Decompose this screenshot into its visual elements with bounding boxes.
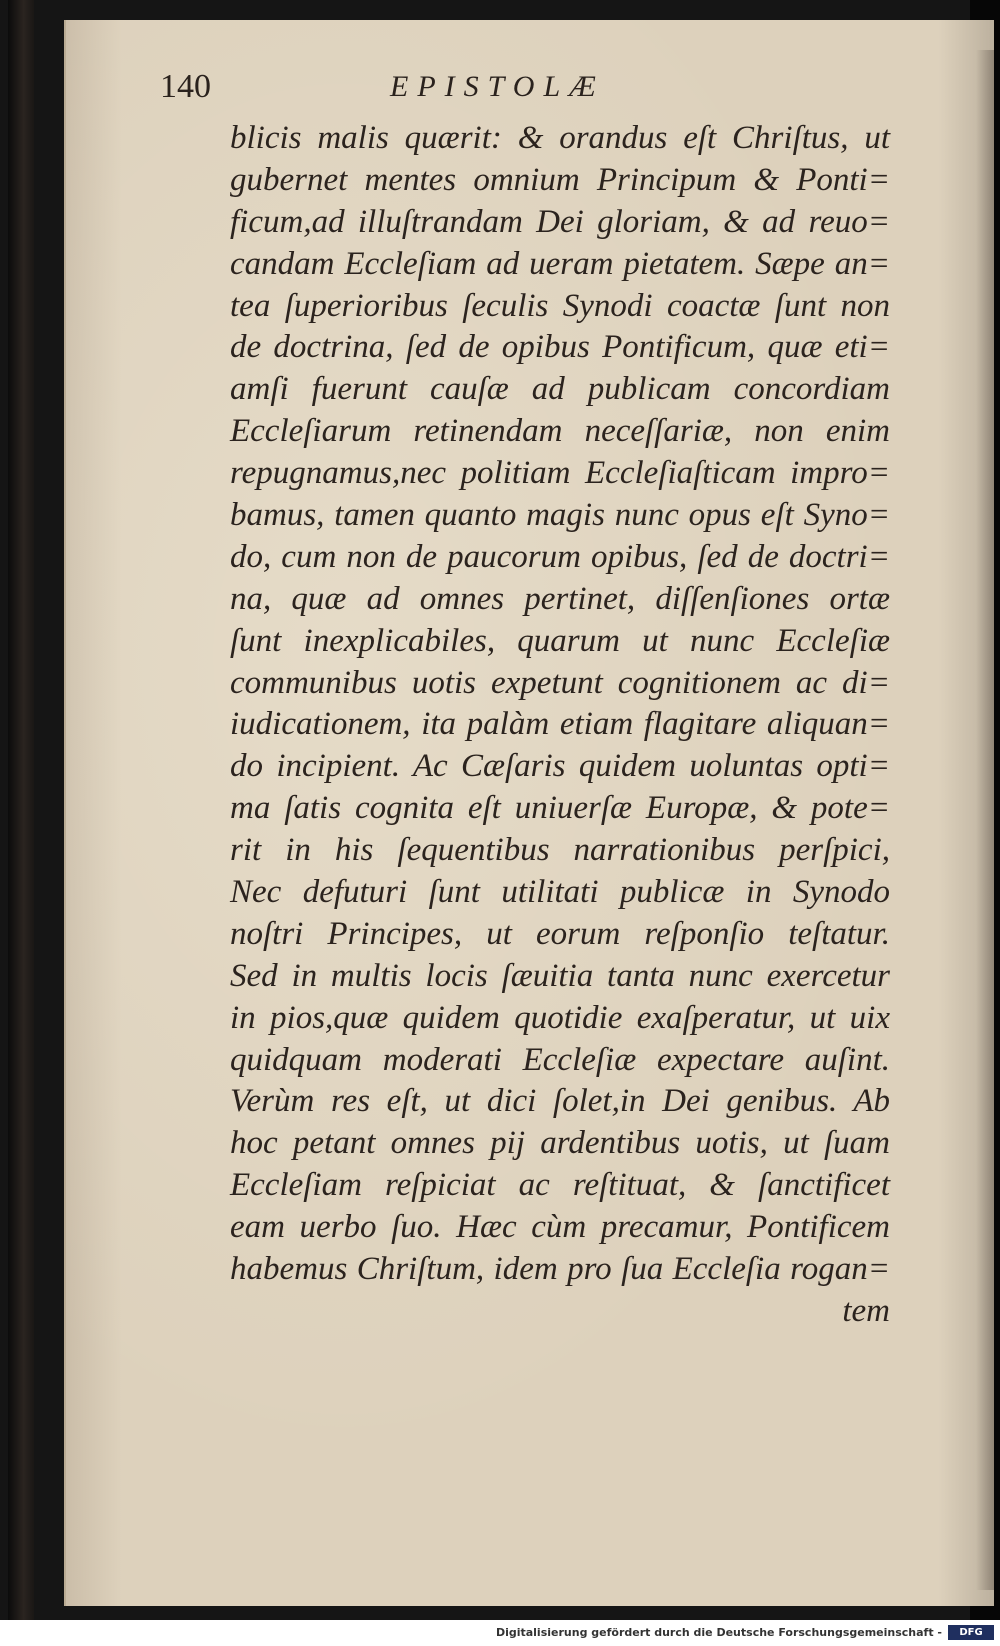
text-line: Eccleſiarum retinendam neceſſariæ, non enim [230, 413, 890, 450]
text-line: blicis malis quærit: & orandus eſt Chriſtus, ut [230, 120, 890, 156]
text-line: do, cum non de paucorum opibus, ſed de doctri= [230, 538, 890, 575]
binding-edge [8, 0, 34, 1620]
running-title: EPISTOLÆ [390, 70, 605, 103]
text-line: repugnamus,nec politiam Eccleſiaſticam impro= [230, 455, 890, 492]
text-line: hoc petant omnes pij ardentibus uotis, ut ſuam [230, 1125, 890, 1162]
text-line: noſtri Principes, ut eorum reſponſio teſtatur. [230, 915, 890, 952]
text-line: bamus, tamen quanto magis nunc opus eſt Syno= [230, 497, 890, 534]
text-line: rit in his ſequentibus narrationibus perſpici, [230, 832, 890, 869]
text-line: in pios,quæ quidem quotidie exaſperatur, ut uix [230, 999, 890, 1036]
digitization-footer [0, 1620, 1000, 1646]
text-line: quidquam moderati Eccleſiæ expectare auſint. [230, 1041, 890, 1078]
text-line: Verùm res eſt, ut dici ſolet,in Dei genibus. Ab [230, 1083, 890, 1120]
text-line: gubernet mentes omnium Principum & Ponti= [230, 161, 890, 198]
text-line: do incipient. Ac Cæſaris quidem uoluntas opti= [230, 748, 890, 785]
page-curl-shadow [976, 50, 994, 1590]
text-line: candam Eccleſiam ad ueram pietatem. Sæpe an= [230, 245, 890, 282]
text-line: Eccleſiam reſpiciat ac reſtituat, & ſanctificet [230, 1167, 890, 1204]
text-line: tea ſuperioribus ſeculis Synodi coactæ ſunt non [230, 287, 890, 324]
text-line: Nec defuturi ſunt utilitati publicæ in Synodo [230, 874, 890, 911]
body-text [230, 118, 920, 1333]
text-line: communibus uotis expetunt cognitionem ac di= [230, 664, 890, 701]
page-header [160, 68, 720, 116]
catchword: tem [842, 1292, 890, 1329]
text-line: de doctrina, ſed de opibus Pontificum, quæ eti= [230, 329, 890, 366]
text-line: eam uerbo ſuo. Hæc cùm precamur, Pontificem [230, 1209, 890, 1246]
text-line: ficum,ad illuſtrandam Dei gloriam, & ad reuo= [230, 203, 890, 240]
text-line: ma ſatis cognita eſt uniuerſæ Europæ, & pote= [230, 790, 890, 827]
text-line: habemus Chriſtum, idem pro ſua Eccleſia rogan= [230, 1251, 890, 1288]
page-number: 140 [160, 68, 211, 105]
dfg-logo: DFG [948, 1625, 994, 1640]
text-line: Sed in multis locis ſæuitia tanta nunc exercetur [230, 957, 890, 994]
funding-credit: Digitalisierung gefördert durch die Deutsche Forschungsgemeinschaft - [495, 1626, 942, 1639]
text-line: ſunt inexplicabiles, quarum ut nunc Eccleſiæ [230, 622, 890, 659]
text-line: iudicationem, ita palàm etiam flagitare aliquan= [230, 706, 890, 743]
text-line: na, quæ ad omnes pertinet, diſſenſiones ortæ [230, 580, 890, 617]
text-line: amſi fuerunt cauſæ ad publicam concordiam [230, 371, 890, 408]
